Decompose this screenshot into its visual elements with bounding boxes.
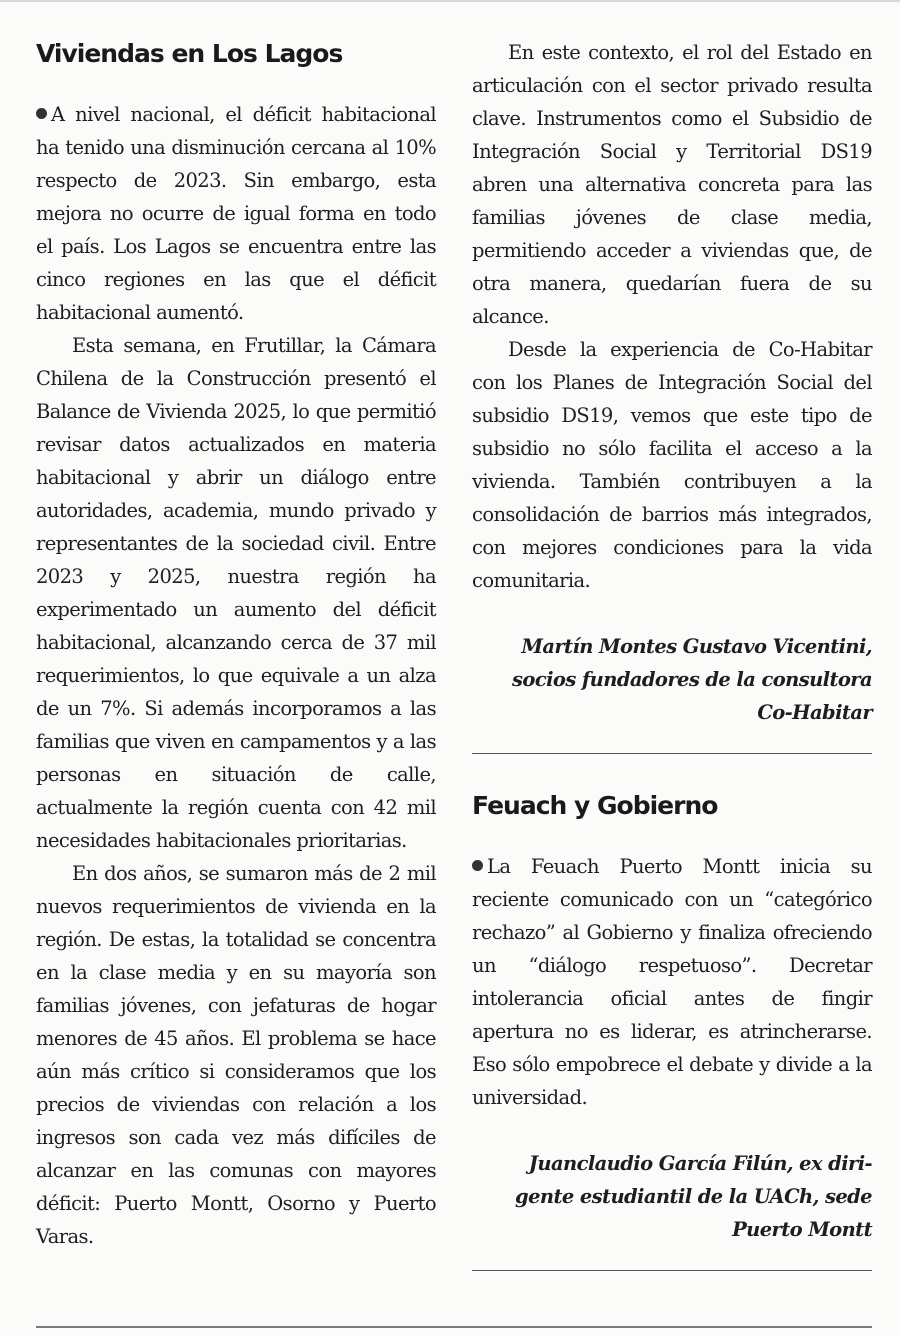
section-divider xyxy=(472,753,872,754)
signature-line: Co-Habitar xyxy=(757,701,872,724)
signature-line: Juanclaudio García Filún, ex diri- xyxy=(528,1152,872,1175)
letter-signature xyxy=(472,1147,872,1246)
bullet-icon xyxy=(472,860,483,871)
signature-line: Puerto Montt xyxy=(732,1218,872,1241)
bottom-rule xyxy=(36,1326,872,1328)
signature-line: socios fundadores de la consultora xyxy=(512,668,872,691)
letter-paragraph: Desde la experiencia de Co-Habitar con los Planes de Integración Social del subsidio DS19, vemos que este tipo de subsidio no sólo facilita el acceso a la vivienda. También contribuyen a la consolidación de barrios más integrados, con mejores condiciones para la vida comunitaria. xyxy=(472,338,872,592)
letter-paragraph: En dos años, se sumaron más de 2 mil nuevos requerimientos de vivienda en la región. De estas, la totalidad se concentra en la clase media y en su mayoría son familias jóvenes, con jefaturas de hogar menores de 45 años. El problema se hace aún más crítico si consideramos que los precios de viviendas con relación a los ingresos son cada vez más difíciles de alcanzar en las comunas con mayores déficit: Puerto Montt, Osorno y Puerto Varas. xyxy=(36,862,436,1248)
section-divider xyxy=(472,1270,872,1271)
letter-paragraph: En este contexto, el rol del Estado en articulación con el sector privado resulta clave. Instrumentos como el Subsidio de Integración Social y Territorial DS19 abren una alternativa concreta para las familias jóvenes de clase media, permitiendo acceder a viviendas que, de otra manera, quedarían fuera de su alcance. xyxy=(472,41,872,328)
signature-line: gente estudiantil de la UACh, sede xyxy=(515,1185,872,1208)
paragraph-text: A nivel nacional, el déficit habitacional ha tenido una disminución cercana al 10% respecto de 2023. Sin embargo, esta mejora no ocurre de igual forma en todo el país. Los Lagos se encuentra entre las cinco regiones en las que el déficit habitacional aumentó. xyxy=(36,103,436,324)
letter-paragraph xyxy=(472,850,872,1114)
right-column xyxy=(472,36,872,1271)
letter-paragraph: Esta semana, en Frutillar, la Cámara Chilena de la Construcción presentó el Balance de Vivienda 2025, lo que permitió revisar datos actualizados en materia habitacional y abrir un diálogo entre autoridades, academia, mundo privado y representantes de la sociedad civil. Entre 2023 y 2025, nuestra región ha experimentado un aumento del déficit habitacional, alcanzando cerca de 37 mil requerimientos, lo que equivale a un alza de un 7%. Si además incorporamos a las familias que viven en campamentos y a las personas en situación de calle, actualmente la región cuenta con 42 mil necesidades habitacionales prioritarias. xyxy=(36,334,436,852)
letter-title: Viviendas en Los Lagos xyxy=(36,39,343,68)
paragraph-text: La Feuach Puerto Montt inicia su reciente comunicado con un “categórico rechazo” al Gobierno y finaliza ofreciendo un “diálogo respetuoso”. Decretar intolerancia oficial antes de fingir apertura no es liderar, es atrincherarse. Eso sólo empobrece el debate y divide a la universidad. xyxy=(472,855,872,1109)
letter-signature xyxy=(472,630,872,729)
signature-line: Martín Montes Gustavo Vicentini, xyxy=(521,635,872,658)
bullet-icon xyxy=(36,108,47,119)
letter-title: Feuach y Gobierno xyxy=(472,791,718,820)
top-rule xyxy=(0,0,900,2)
letter-paragraph xyxy=(36,98,436,329)
letter-viviendas xyxy=(36,36,436,1253)
